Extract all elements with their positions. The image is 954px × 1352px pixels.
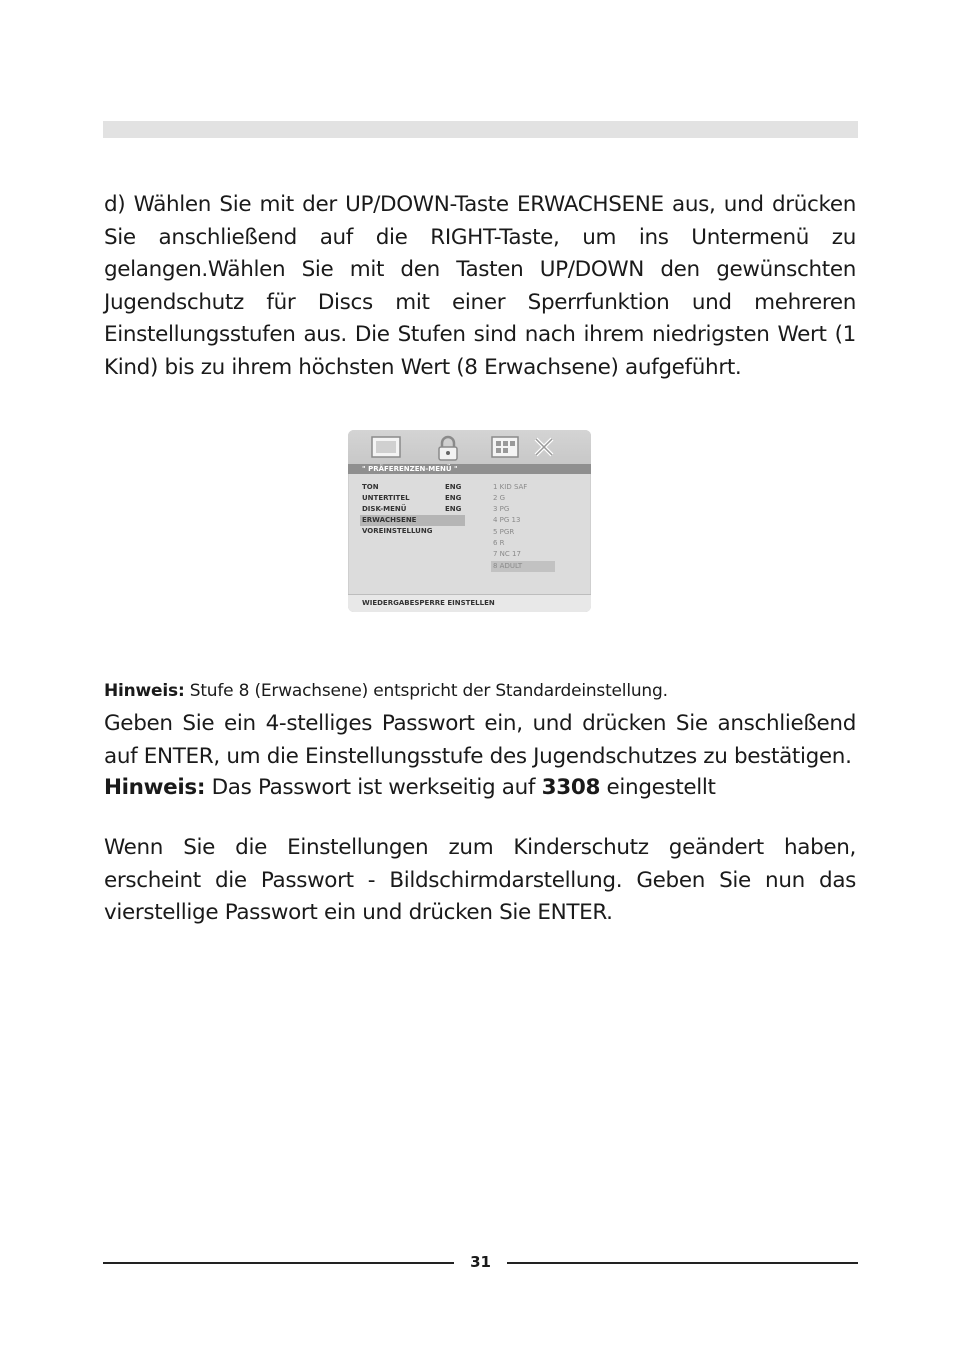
note-label: Hinweis: — [104, 775, 206, 800]
footer-rule-right — [507, 1262, 858, 1264]
rating-option: 3 PG — [493, 505, 510, 513]
instruction-paragraph: d) Wählen Sie mit der UP/DOWN-Taste ERWACHSENE aus, und drücken Sie anschließend auf die RIGHT-Taste, um ins Untermenü zu gelangen.Wählen Sie mit den Tasten UP/DOWN den gewünschten Jugendschutz für Discs mit einer Sperrfunktion und mehreren Einstellungsstufen aus. Die Stufen sind nach ihrem niedrigsten Wert (1 Kind) bis zu ihrem höchsten Wert (8 Erwachsene) aufgeführt. — [104, 192, 856, 380]
osd-status-text: WIEDERGABESPERRE EINSTELLEN — [348, 594, 591, 612]
menu-item-label: UNTERTITEL — [362, 494, 410, 502]
menu-item-value: ENG — [445, 505, 462, 513]
note-label: Hinweis: — [104, 681, 185, 701]
preferences-menu-screenshot — [348, 430, 591, 612]
child-lock-paragraph: Wenn Sie die Einstellungen zum Kinderschutz geändert haben, erscheint die Passwort - Bildschirmdarstellung. Geben Sie nun das vierstellige Passwort ein und drücken Sie ENTER. — [104, 835, 856, 925]
header-bar — [103, 121, 858, 138]
osd-icon-bar — [348, 430, 591, 464]
rating-option: 5 PGR — [493, 528, 515, 536]
note-text: eingestellt — [600, 775, 716, 800]
password-paragraph: Geben Sie ein 4-stelliges Passwort ein, und drücken Sie anschließend auf ENTER, um die Einstellungsstufe des Jugendschutzes zu bestätigen. — [104, 711, 856, 769]
note-text: Das Passwort ist werkseitig auf — [205, 775, 542, 800]
menu-item-label: DISK-MENÜ — [362, 505, 407, 513]
rating-option: 4 PG 13 — [493, 516, 521, 524]
page-number: 31 — [470, 1253, 491, 1271]
grid-settings-icon — [490, 434, 520, 460]
rating-option: 1 KID SAF — [493, 483, 528, 491]
footer-rule-left — [103, 1262, 454, 1264]
note-text: Stufe 8 (Erwachsene) entspricht der Standardeinstellung. — [184, 681, 668, 701]
note-default-setting — [104, 678, 668, 704]
osd-menu-title: " PRÄFERENZEN-MENÜ " — [348, 464, 591, 474]
rating-option: 8 ADULT — [493, 562, 523, 570]
screen-icon — [370, 434, 402, 460]
menu-item-label: ERWACHSENE — [362, 516, 417, 524]
menu-item-value: ENG — [445, 494, 462, 502]
close-icon — [532, 434, 556, 460]
default-password: 3308 — [541, 775, 601, 800]
menu-item-label: VOREINSTELLUNG — [362, 527, 433, 535]
rating-option: 6 R — [493, 539, 505, 547]
menu-item-label: TON — [362, 483, 379, 491]
rating-option: 7 NC 17 — [493, 550, 521, 558]
rating-option: 2 G — [493, 494, 506, 502]
lock-icon — [436, 434, 460, 462]
note-password — [104, 772, 716, 805]
menu-item-value: ENG — [445, 483, 462, 491]
